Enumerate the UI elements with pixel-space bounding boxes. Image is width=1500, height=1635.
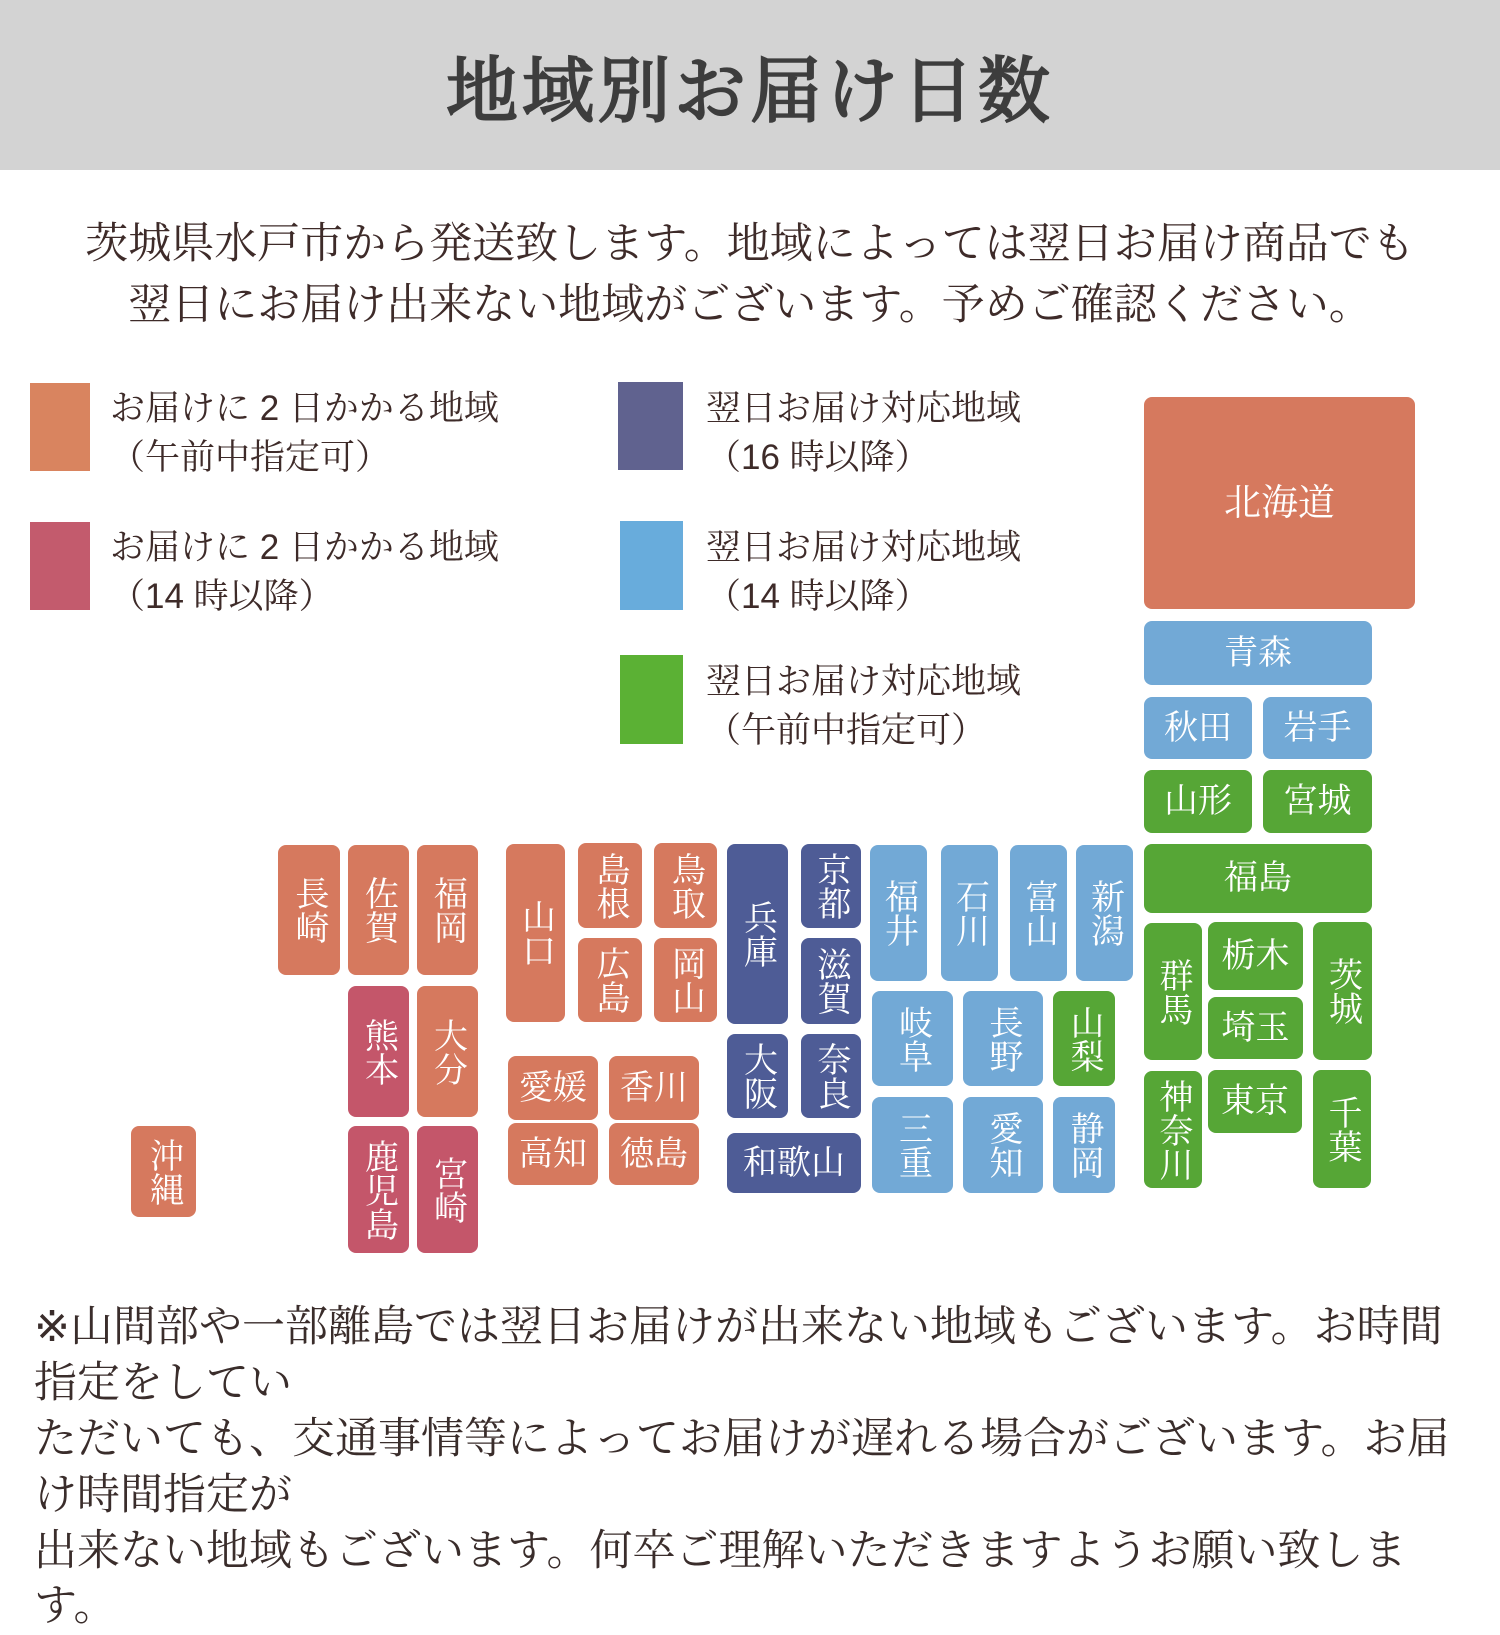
prefecture-栃木: 栃木 xyxy=(1208,922,1303,990)
legend-swatch-next_day_am xyxy=(620,655,683,744)
intro-text xyxy=(0,214,1500,336)
prefecture-岩手: 岩手 xyxy=(1263,697,1372,759)
legend-label-next_day_14: 翌日お届け対応地域 （14 時以降） xyxy=(706,528,1022,616)
prefecture-山口: 山口 xyxy=(506,844,565,1022)
prefecture-秋田: 秋田 xyxy=(1144,697,1252,759)
footer-line-3: 出来ない地域もございます。何卒ご理解いただきますようお願い致します。 xyxy=(34,1526,1407,1631)
prefecture-徳島: 徳島 xyxy=(609,1123,699,1185)
intro-line-1: 茨城県水戸市から発送致します。地域によっては翌日お届け商品でも xyxy=(85,220,1415,268)
prefecture-島根: 島根 xyxy=(578,843,642,928)
prefecture-茨城: 茨城 xyxy=(1313,922,1372,1060)
prefecture-神奈川: 神奈川 xyxy=(1144,1071,1202,1188)
prefecture-佐賀: 佐賀 xyxy=(348,845,409,975)
legend-swatch-next_day_14 xyxy=(620,521,683,610)
prefecture-岐阜: 岐阜 xyxy=(872,991,953,1086)
legend-label-next_day_am: 翌日お届け対応地域 （午前中指定可） xyxy=(706,662,1022,750)
footer-disclaimer xyxy=(34,1300,1474,1635)
prefecture-香川: 香川 xyxy=(609,1056,699,1120)
prefecture-新潟: 新潟 xyxy=(1076,845,1133,981)
prefecture-京都: 京都 xyxy=(801,844,861,928)
prefecture-兵庫: 兵庫 xyxy=(727,844,788,1024)
prefecture-大分: 大分 xyxy=(417,986,478,1117)
legend-label-two_days_am: お届けに 2 日かかる地域 （午前中指定可） xyxy=(110,389,499,477)
title-banner xyxy=(0,0,1500,170)
prefecture-宮崎: 宮崎 xyxy=(417,1126,478,1253)
prefecture-千葉: 千葉 xyxy=(1313,1070,1371,1188)
prefecture-石川: 石川 xyxy=(941,845,998,981)
prefecture-高知: 高知 xyxy=(508,1123,598,1185)
footer-line-1: ※山間部や一部離島では翌日お届けが出来ない地域もございます。お時間指定をしてい xyxy=(34,1303,1443,1407)
prefecture-熊本: 熊本 xyxy=(348,986,409,1117)
legend-swatch-two_days_14 xyxy=(30,522,90,610)
prefecture-三重: 三重 xyxy=(872,1097,953,1193)
prefecture-福島: 福島 xyxy=(1144,844,1372,913)
prefecture-和歌山: 和歌山 xyxy=(727,1133,861,1193)
intro-line-2: 翌日にお届け出来ない地域がございます。予めご確認ください。 xyxy=(128,281,1372,330)
prefecture-奈良: 奈良 xyxy=(801,1034,861,1118)
prefecture-群馬: 群馬 xyxy=(1144,923,1202,1060)
prefecture-山形: 山形 xyxy=(1144,770,1252,833)
prefecture-大阪: 大阪 xyxy=(727,1034,788,1118)
prefecture-静岡: 静岡 xyxy=(1053,1097,1115,1193)
prefecture-長崎: 長崎 xyxy=(278,845,340,975)
prefecture-沖縄: 沖縄 xyxy=(131,1126,196,1217)
prefecture-宮城: 宮城 xyxy=(1263,770,1372,833)
prefecture-山梨: 山梨 xyxy=(1053,991,1115,1086)
prefecture-東京: 東京 xyxy=(1208,1070,1302,1133)
prefecture-福井: 福井 xyxy=(870,845,927,981)
prefecture-長野: 長野 xyxy=(963,991,1043,1086)
prefecture-広島: 広島 xyxy=(578,938,642,1022)
legend-swatch-next_day_16 xyxy=(618,382,683,470)
prefecture-鳥取: 鳥取 xyxy=(654,843,717,928)
prefecture-富山: 富山 xyxy=(1010,845,1067,981)
prefecture-滋賀: 滋賀 xyxy=(801,938,861,1024)
prefecture-愛知: 愛知 xyxy=(963,1097,1043,1193)
prefecture-鹿児島: 鹿児島 xyxy=(348,1126,409,1253)
prefecture-北海道: 北海道 xyxy=(1144,397,1415,609)
legend-label-next_day_16: 翌日お届け対応地域 （16 時以降） xyxy=(706,389,1022,477)
prefecture-岡山: 岡山 xyxy=(654,938,717,1022)
page-title: 地域別お届け日数 xyxy=(445,48,1054,133)
prefecture-福岡: 福岡 xyxy=(417,845,478,975)
prefecture-青森: 青森 xyxy=(1144,621,1372,685)
legend-swatch-two_days_am xyxy=(30,383,90,471)
legend-label-two_days_14: お届けに 2 日かかる地域 （14 時以降） xyxy=(110,528,499,616)
prefecture-埼玉: 埼玉 xyxy=(1208,997,1303,1059)
prefecture-愛媛: 愛媛 xyxy=(508,1056,598,1120)
footer-line-2: ただいても、交通事情等によってお届けが遅れる場合がございます。お届け時間指定が xyxy=(34,1414,1450,1519)
